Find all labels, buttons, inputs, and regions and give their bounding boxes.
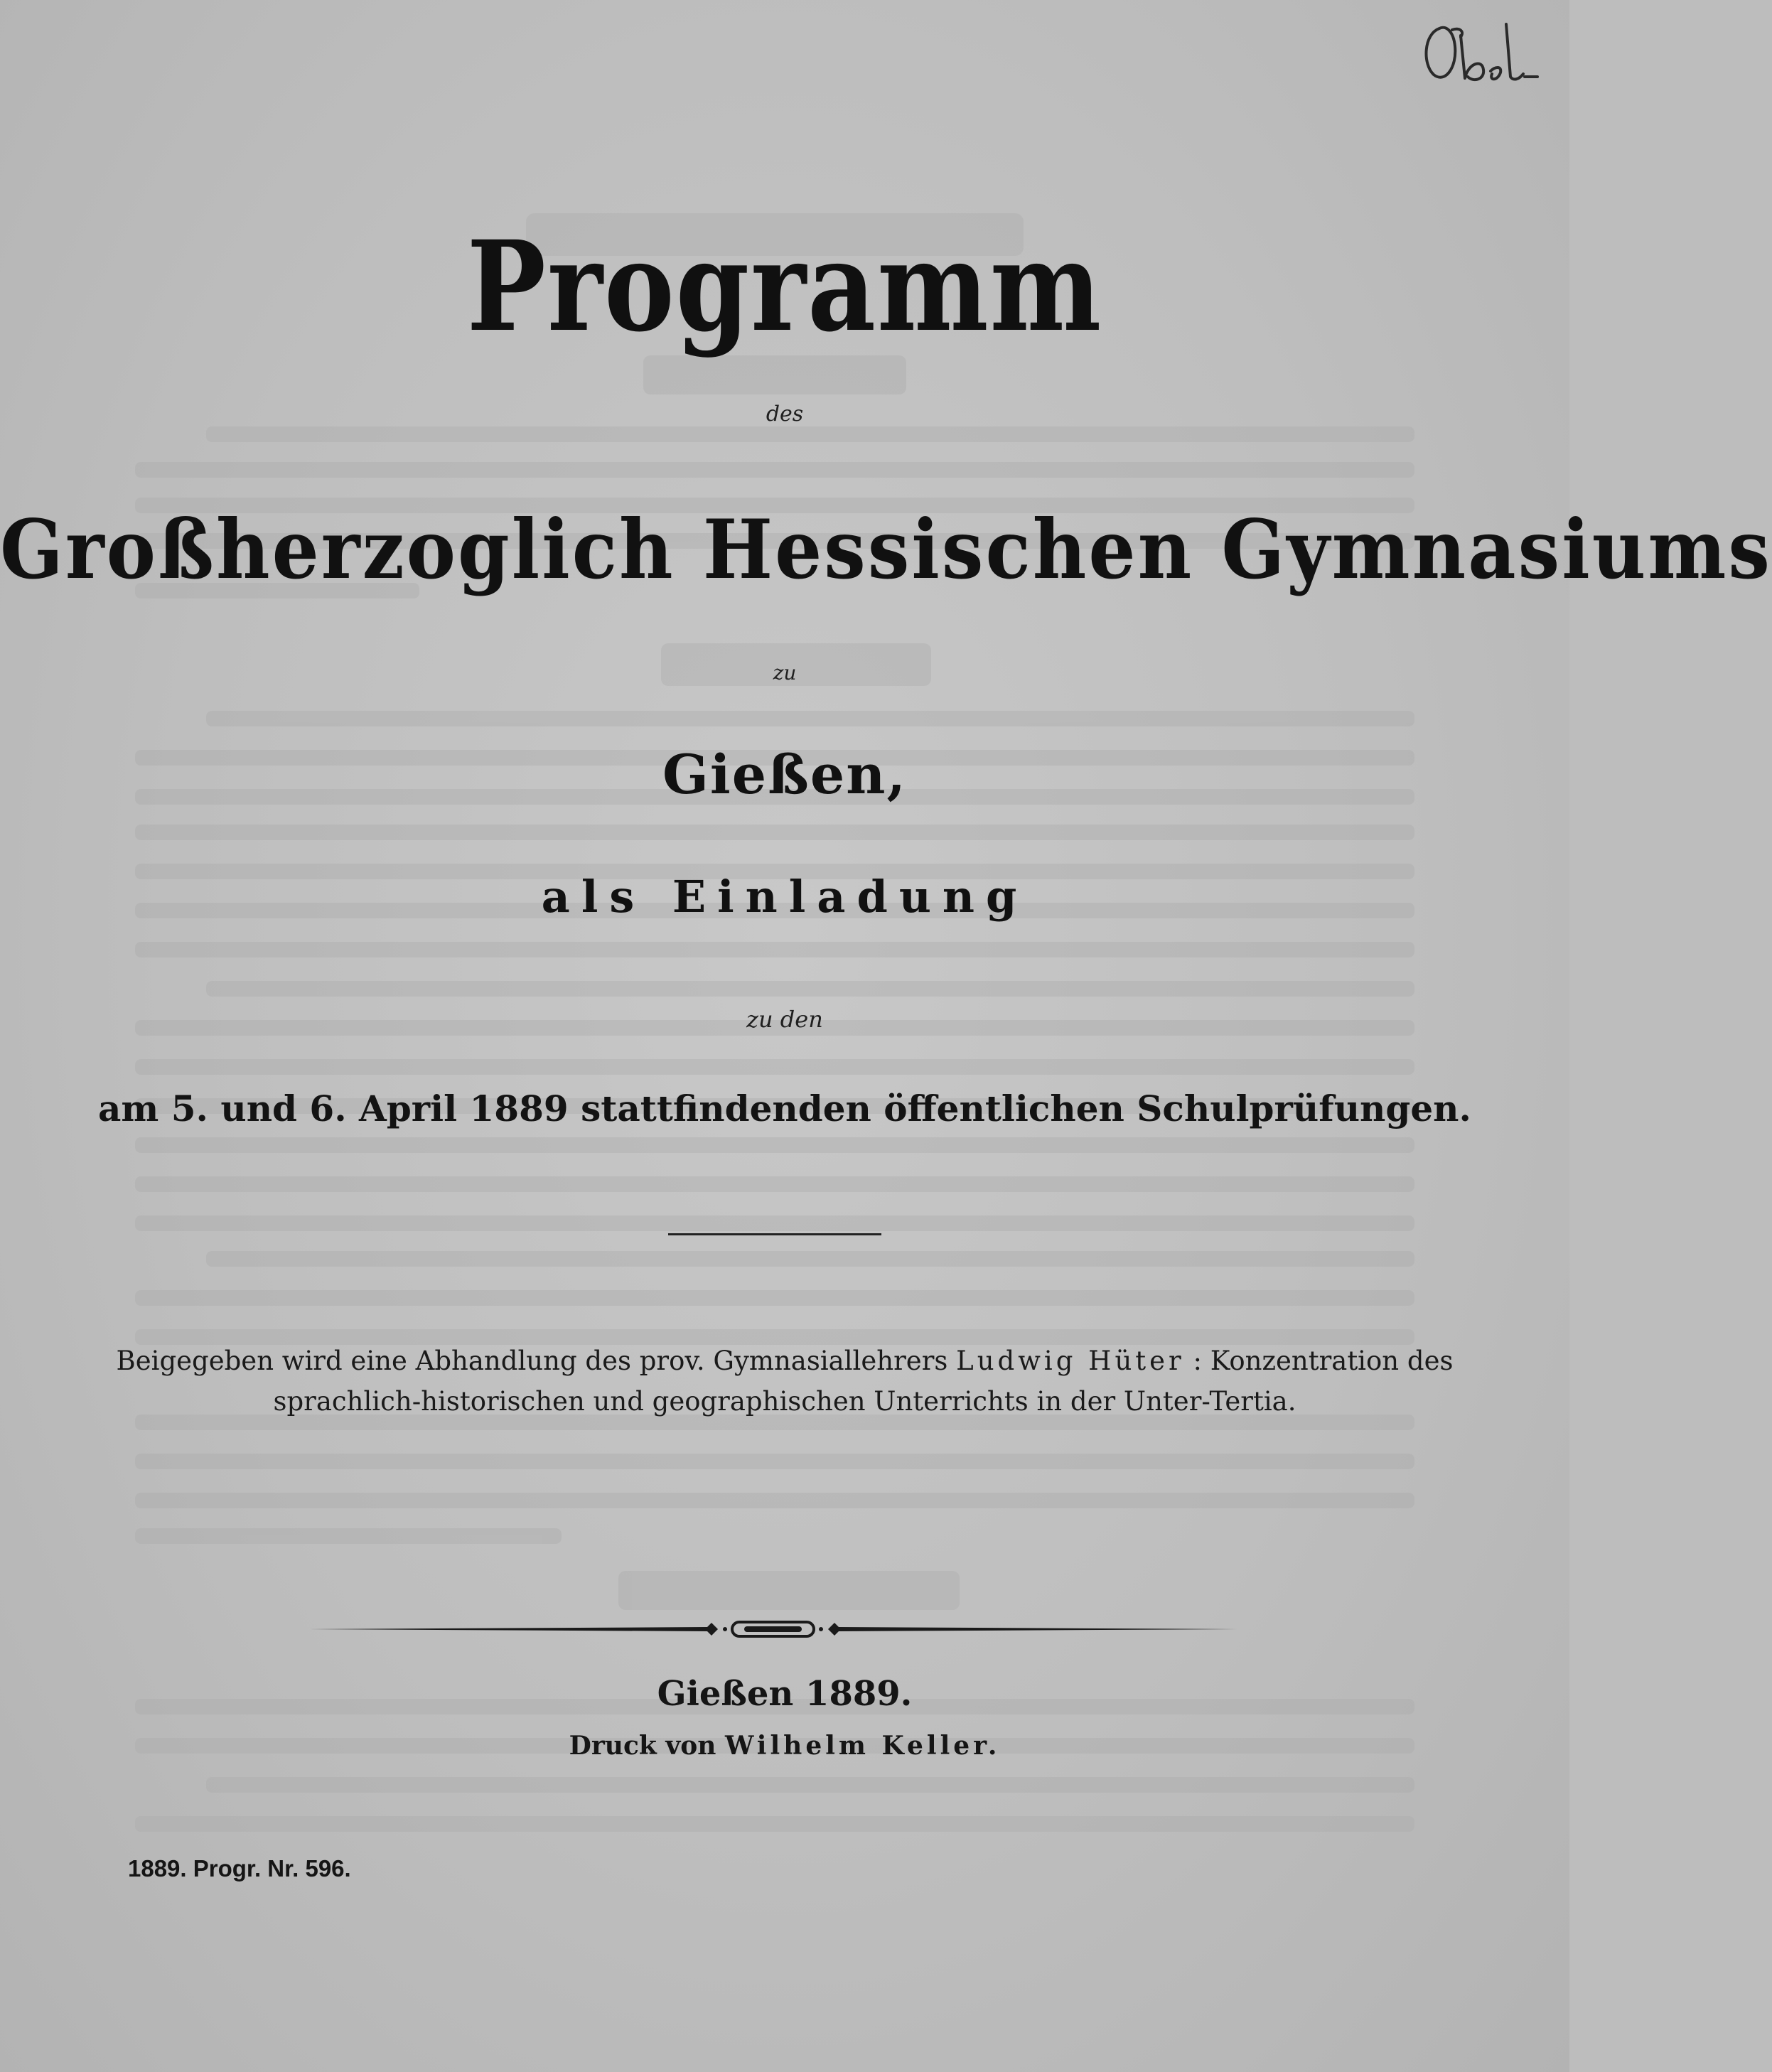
- printer-name: Wilhelm Keller.: [725, 1731, 1001, 1761]
- article-des: des: [766, 402, 804, 426]
- city-name: Gießen,: [662, 743, 907, 806]
- appendix-text-part1: Beigegeben wird eine Abhandlung des prov. Gymnasiallehrers: [116, 1346, 957, 1376]
- appendix-line-1: [0, 1346, 1569, 1376]
- document-title: Programm: [466, 213, 1103, 360]
- handwritten-mark: [1418, 14, 1542, 92]
- school-name: Großherzoglich Hessischen Gymnasiums: [0, 501, 1772, 598]
- appendix-text-part2: : Konzentration des: [1193, 1346, 1454, 1376]
- divider-rule: [668, 1233, 881, 1235]
- place-and-year: Gießen 1889.: [657, 1674, 913, 1714]
- printer-line: [0, 1731, 1569, 1761]
- preposition-zu-den: zu den: [746, 1006, 823, 1033]
- catalog-number: 1889. Progr. Nr. 596.: [128, 1855, 351, 1882]
- exam-date-line: am 5. und 6. April 1889 stattfindenden öffentlichen Schulprüfungen.: [98, 1088, 1471, 1129]
- preposition-zu: zu: [773, 661, 797, 685]
- appendix-line-2: sprachlich-historischen und geographischen Unterrichts in der Unter-Tertia.: [273, 1386, 1296, 1417]
- ornamental-rule: [309, 1615, 1237, 1643]
- invitation-heading: als Einladung: [541, 871, 1029, 923]
- appendix-author: Ludwig Hüter: [956, 1346, 1185, 1376]
- printer-prefix: Druck von: [569, 1731, 725, 1761]
